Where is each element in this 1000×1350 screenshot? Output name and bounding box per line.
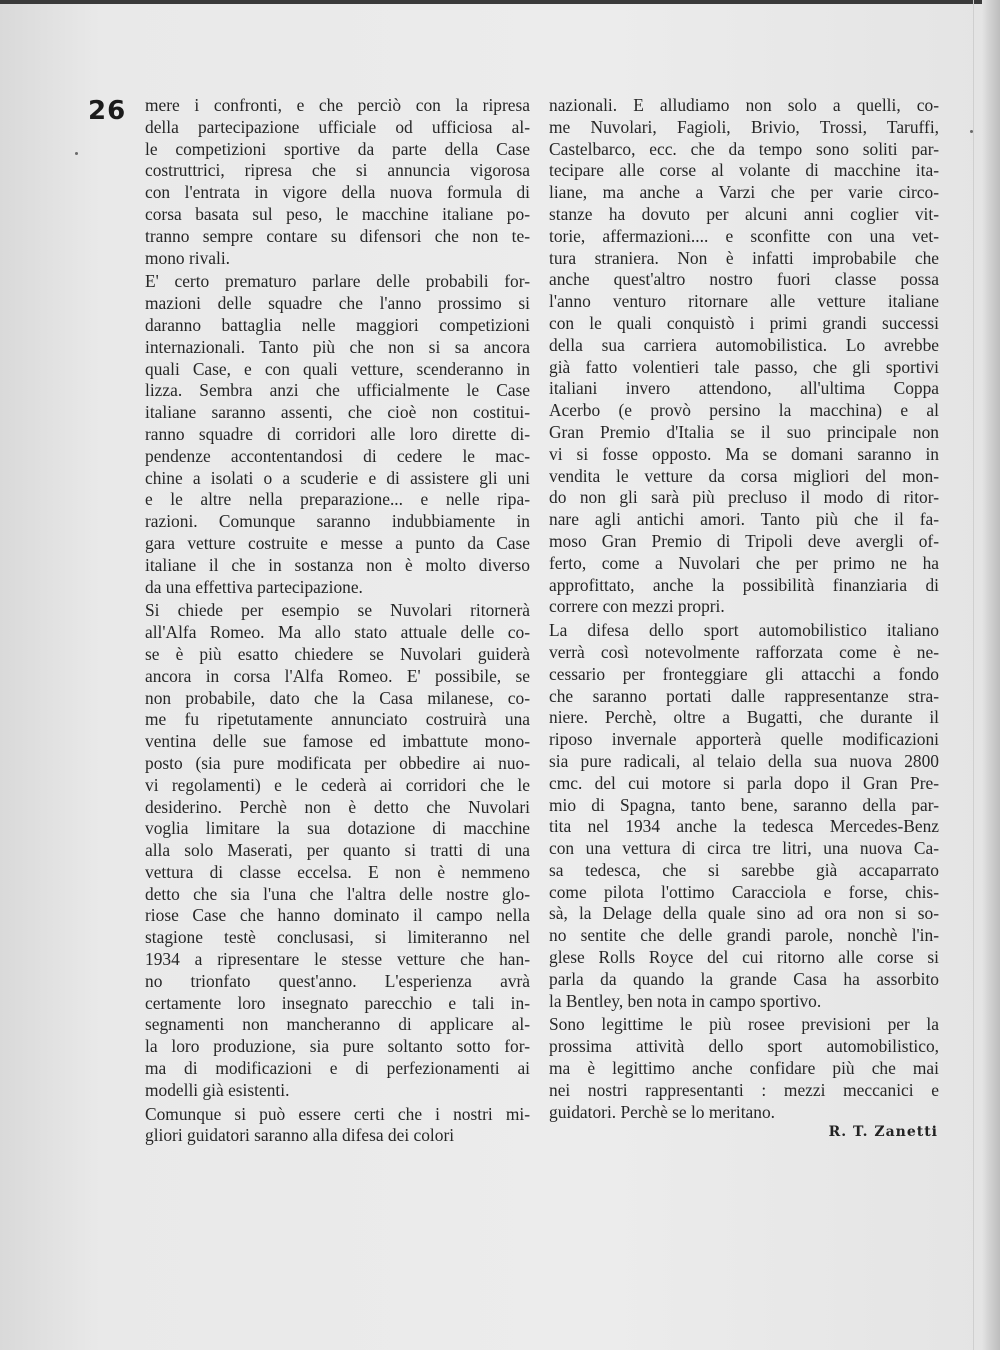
text-line: gara vetture costruite e messe a punto da Case <box>145 532 530 553</box>
text-line: nare agli antichi amori. Tanto più che il fa- <box>549 509 939 530</box>
text-line: quali Case, e con quali vetture, scenderanno in <box>145 358 530 379</box>
text-line: Acerbo (e provò persino la macchina) e al <box>549 400 939 421</box>
text-line: mio di Spagna, tanto bene, saranno della par- <box>549 794 939 815</box>
text-line: approfittato, anche la possibilità finanziaria di <box>549 574 939 595</box>
paper-speck <box>970 130 973 133</box>
text-line: corsa basata sul peso, le macchine italiane po- <box>145 203 530 224</box>
page-top-edge <box>0 0 1000 4</box>
paragraph <box>549 1014 939 1123</box>
author-signature: R. T. Zanetti <box>828 1124 938 1140</box>
text-line: all'Alfa Romeo. Ma allo stato attuale delle co- <box>145 622 530 643</box>
binding-line <box>973 0 974 1350</box>
text-line: me Nuvolari, Fagioli, Brivio, Trossi, Taruffi, <box>549 116 939 137</box>
text-line: mere i confronti, e che perciò con la ripresa <box>145 95 530 115</box>
paragraph <box>549 620 939 1012</box>
text-line: mono rivali. <box>145 247 231 268</box>
text-line: costruttrici, ripresa che si annuncia vigorosa <box>145 160 530 181</box>
text-line: guidatori. Perchè se lo meritano. <box>549 1101 776 1122</box>
paragraph <box>145 95 530 269</box>
text-line: moso Gran Premio di Tripoli deve avergli of- <box>549 530 939 551</box>
text-line: ma di modificazioni e di perfezionamenti ai <box>145 1058 530 1079</box>
text-line: la Bentley, ben nota in campo sportivo. <box>549 990 822 1011</box>
text-line: nei nostri rappresentanti : mezzi meccanici e <box>549 1079 939 1100</box>
page-number: 26 <box>88 96 127 126</box>
text-line: con una vettura di circa tre litri, una nuova Ca- <box>549 838 939 859</box>
text-line: pendenze accontentandosi di cedere le mac- <box>145 445 530 466</box>
text-line: correre con mezzi propri. <box>549 596 725 617</box>
text-line: lizza. Sembra anzi che ufficialmente le Case <box>145 380 530 401</box>
text-line: voglia limitare la sua dotazione di macchine <box>145 818 530 839</box>
page-right-edge <box>982 0 1000 1350</box>
text-line: 1934 a ripresentare le stesse vetture che han- <box>145 949 530 970</box>
text-line: cmc. del cui motore si parla dopo il Gran Pre- <box>549 772 939 793</box>
text-line: E' certo prematuro parlare delle probabili for- <box>145 271 530 292</box>
text-line: ma è legittimo anche confidare più che mai <box>549 1058 939 1079</box>
text-line: se è più esatto chiedere se Nuvolari guiderà <box>145 643 530 664</box>
text-line: alla solo Maserati, per quanto si tratti di una <box>145 840 530 861</box>
text-line: mazioni delle squadre che l'anno prossimo si <box>145 293 530 314</box>
text-line: vi si fosse opposto. Ma se domani saranno in <box>549 443 939 464</box>
text-line: liane, ma anche a Varzi che per varie circo- <box>549 182 939 203</box>
text-line: ventina delle sue famose ed imbattute mono- <box>145 731 530 752</box>
text-line: che saranno portati dalle rappresentanze stra- <box>549 685 939 706</box>
text-line: tura straniera. Non è infatti improbabile che <box>549 247 939 268</box>
right-text-column <box>549 95 939 1123</box>
text-line: l'anno venturo ritornare alle vetture italiane <box>549 291 939 312</box>
text-line: vettura di classe eccelsa. E non è nemmeno <box>145 861 530 882</box>
text-line: Sono legittime le più rosee previsioni per la <box>549 1014 939 1035</box>
text-line: come pilota l'ottimo Caracciola e forse, chis- <box>549 881 939 902</box>
paragraph <box>145 271 530 598</box>
text-line: do non gli sarà più precluso il modo di ritor- <box>549 487 939 508</box>
text-line: italiane saranno assenti, che cioè non costitui- <box>145 402 530 423</box>
text-line: niere. Perchè, oltre a Bugatti, che durante il <box>549 707 939 728</box>
text-line: Si chiede per esempio se Nuvolari ritornerà <box>145 600 530 621</box>
left-text-column <box>145 95 530 1147</box>
text-line: me fu ripetutamente annunciato costruirà una <box>145 709 530 730</box>
text-line: certamente loro insegnato parecchio e tali in- <box>145 992 530 1013</box>
text-line: gliori guidatori saranno alla difesa dei colori <box>145 1125 455 1146</box>
text-line: torie, affermazioni.... e sconfitte con una vet- <box>549 225 939 246</box>
paragraph <box>145 600 530 1101</box>
text-line: non probabile, dato che la Casa milanese, co- <box>145 687 530 708</box>
text-line: desiderino. Perchè non è detto che Nuvolari <box>145 796 530 817</box>
text-line: ranno squadre di corridori alle loro dirette di- <box>145 423 530 444</box>
text-line: ancora in corsa l'Alfa Romeo. E' possibile, se <box>145 665 530 686</box>
text-line: La difesa dello sport automobilistico italiano <box>549 620 939 641</box>
text-line: posto (sia pure modificata per obbedire ai nuo- <box>145 752 530 773</box>
text-line: anche quest'altro nostro fuori classe possa <box>549 269 939 290</box>
text-line: la loro produzione, sia pure soltanto sotto for- <box>145 1036 530 1057</box>
text-line: segnamenti non mancheranno di applicare al- <box>145 1014 530 1035</box>
paper-speck <box>75 152 78 155</box>
text-line: verrà così notevolmente rafforzata come è ne- <box>549 641 939 662</box>
text-line: Comunque si può essere certi che i nostri mi- <box>145 1103 530 1124</box>
text-line: riose Case che hanno dominato il campo nella <box>145 905 530 926</box>
text-line: detto che sia l'una che l'altra delle nostre glo- <box>145 883 530 904</box>
text-line: parla da quando la grande Casa ha assorbito <box>549 968 939 989</box>
text-line: sà, la Delage della quale sino ad ora non si so- <box>549 903 939 924</box>
text-line: stanze ha dovuto per alcuni anni coglier vit- <box>549 203 939 224</box>
text-line: della sua carriera automobilistica. Lo avrebbe <box>549 334 939 355</box>
text-line: tecipare alle corse al volante di macchine ita- <box>549 160 939 181</box>
text-line: glese Rolls Royce del cui ritorno alle corse si <box>549 947 939 968</box>
text-line: tranno sempre contare su difensori che non te- <box>145 225 530 246</box>
text-line: già fatto volentieri tale passo, che gli sportivi <box>549 356 939 377</box>
text-line: razioni. Comunque saranno indubbiamente in <box>145 511 530 532</box>
text-line: modelli già esistenti. <box>145 1079 290 1100</box>
text-line: vi regolamenti) e le cederà ai corridori che le <box>145 774 530 795</box>
text-line: con l'entrata in vigore della nuova formula di <box>145 182 530 203</box>
text-line: riposo invernale apporterà quelle modificazioni <box>549 729 939 750</box>
text-line: le competizioni sportive da parte della Case <box>145 138 530 159</box>
paragraph <box>145 1104 530 1148</box>
text-line: dellа partecipazione ufficiale od ufficiosa al- <box>145 116 530 137</box>
text-line: sia pure radicali, al telaio della sua nuova 2800 <box>549 750 939 771</box>
text-line: no sentite che delle grandi parole, nonchè l'in- <box>549 925 939 946</box>
text-line: stagione testè conclusasi, si limiteranno nel <box>145 927 530 948</box>
text-line: da una effettiva partecipazione. <box>145 576 363 597</box>
text-line: sa tedesca, che si sarebbe già accaparrato <box>549 859 939 880</box>
text-line: internazionali. Tanto più che non si sa ancora <box>145 336 530 357</box>
text-line: chine a isolati o a scuderie e di assistere gli uni <box>145 467 530 488</box>
text-line: Gran Premio d'Italia se il suo principale non <box>549 421 939 442</box>
text-line: no trionfato quest'anno. L'esperienza avrà <box>145 970 530 991</box>
text-line: tita nel 1934 anche la tedesca Mercedes-Benz <box>549 816 939 837</box>
text-line: nazionali. E alludiamo non solo a quelli, co- <box>549 95 939 115</box>
text-line: con le quali conquistò i primi grandi successi <box>549 312 939 333</box>
text-line: prossima attività dello sport automobilistico, <box>549 1036 939 1057</box>
text-line: Castelbarco, ecc. che da tempo sono soliti par- <box>549 138 939 159</box>
text-line: vendita le vetture da corsa migliori del mon- <box>549 465 939 486</box>
text-line: italiane il che in sostanza non è molto diverso <box>145 554 530 575</box>
text-line: e le altre nella preparazione... e nelle ripa- <box>145 489 530 510</box>
text-line: ferto, come a Nuvolari che per primo ne ha <box>549 552 939 573</box>
text-line: daranno battaglia nelle maggiori competizioni <box>145 314 530 335</box>
text-line: italiani invero attendono, all'ultima Coppa <box>549 378 939 399</box>
text-line: cessario per fronteggiare gli attacchi a fondo <box>549 663 939 684</box>
paragraph <box>549 95 939 618</box>
